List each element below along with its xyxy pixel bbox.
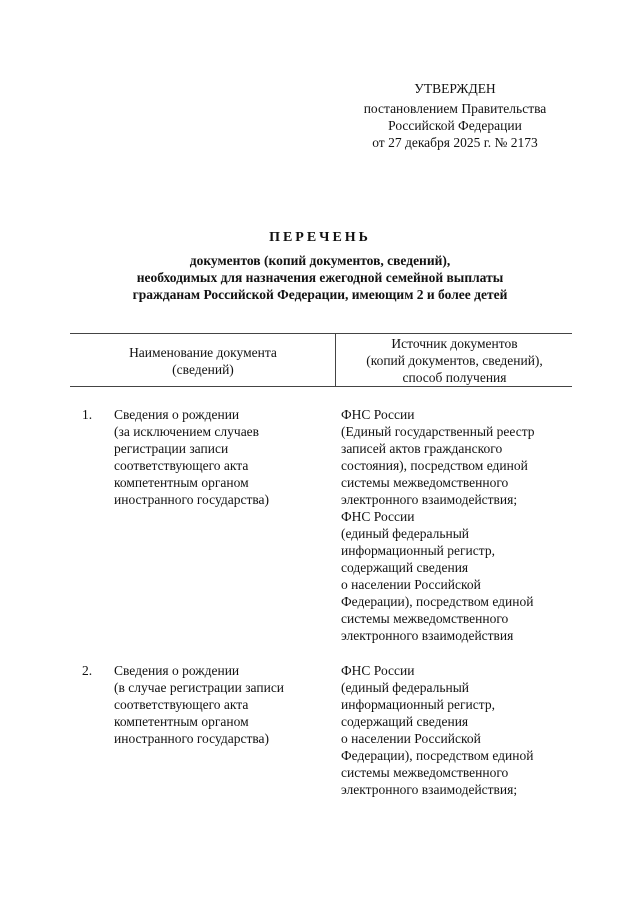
column-header-document-name: Наименование документа (сведений) [129,345,277,377]
document-name-cell: Сведения о рождении (за исключением случаев регистрации записи соответствующего акта компетентным органом иностранного государства) [114,407,270,507]
row-number: 1. [82,407,93,422]
document-title: ПЕРЕЧЕНЬ [269,230,371,245]
approval-line-2: Российской Федерации [388,118,522,133]
table-header-rule [70,386,572,387]
approval-line-3: от 27 декабря 2025 г. № 2173 [372,135,538,150]
document-source-cell: ФНС России (Единый государственный реестр записей актов гражданского состояния), посредством единой системы межведомственного электронного взаимодействия; ФНС России (единый федеральный информационный регистр, содержащий сведения о населении Российской Федерации), посредством единой системы межведомственного электронного взаимодействия [341,407,535,643]
document-source-cell: ФНС России (единый федеральный информационный регистр, содержащий сведения о населении Российской Федерации), посредством единой системы межведомственного электронного взаимодействия; [341,663,534,797]
table-top-rule [70,333,572,334]
document-subtitle: документов (копий документов, сведений), необходимых для назначения ежегодной семейной выплаты гражданам Российской Федерации, имеющим 2 и более детей [132,253,508,302]
approved-label: УТВЕРЖДЕН [414,81,496,96]
row-number: 2. [82,663,93,678]
table-column-divider [335,333,336,386]
approval-line-1: постановлением Правительства [363,101,547,116]
approval-stamp [330,80,580,151]
document-heading [60,229,580,303]
column-header-source: Источник документов (копий документов, сведений), способ получения [366,336,543,385]
document-name-cell: Сведения о рождении (в случае регистрации записи соответствующего акта компетентным органом иностранного государства) [114,663,285,746]
